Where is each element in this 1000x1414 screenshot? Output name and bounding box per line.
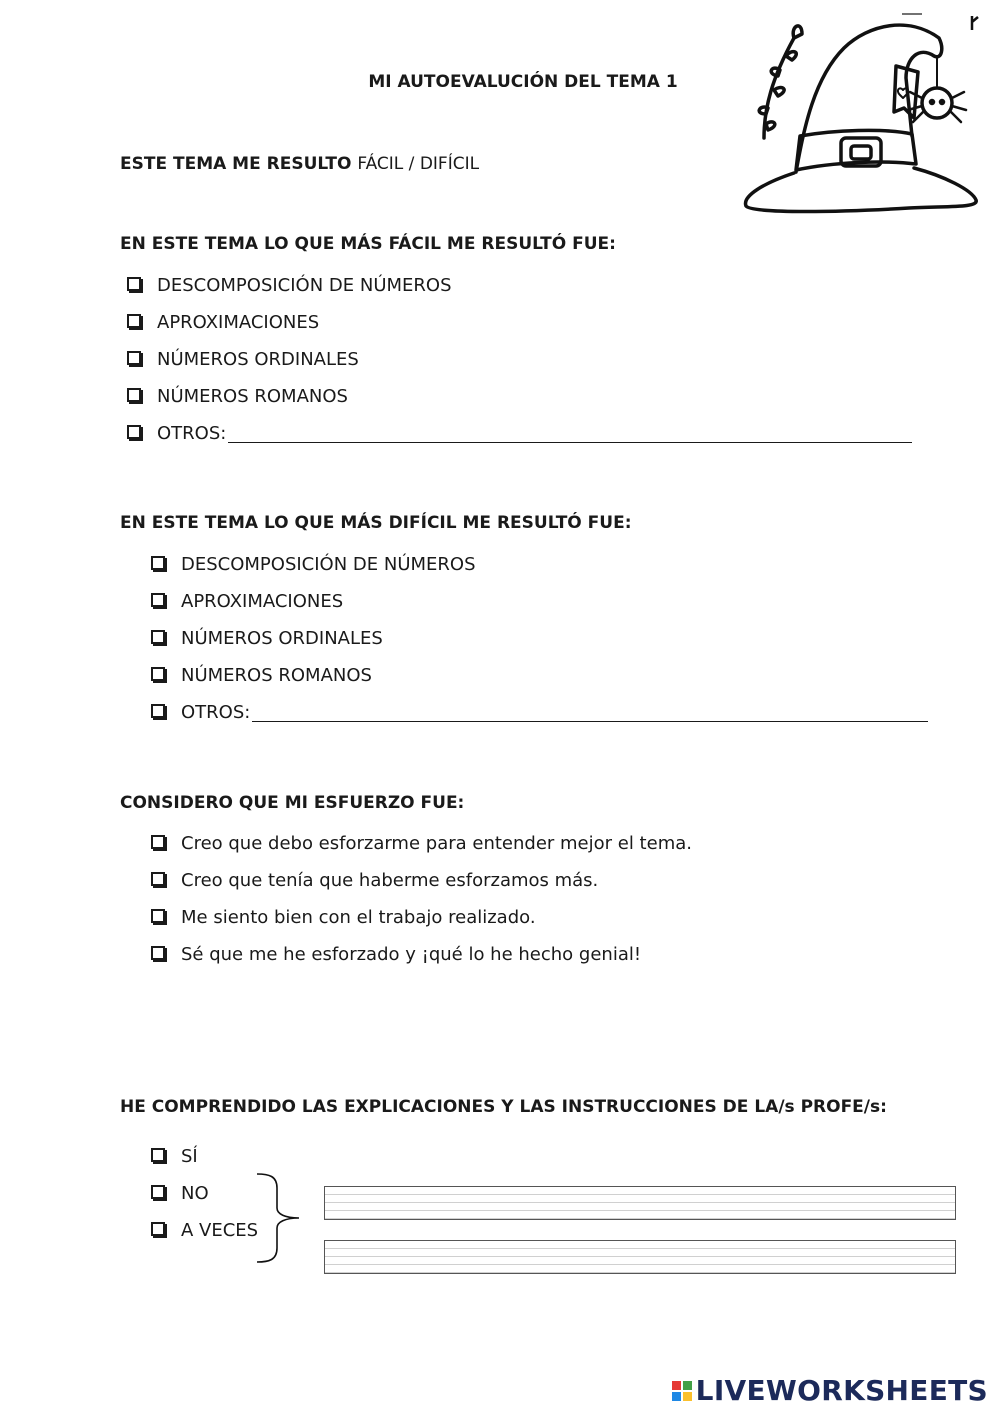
checklist-item[interactable]: NO <box>151 1180 258 1206</box>
checkbox-icon[interactable] <box>127 425 141 439</box>
checkbox-icon[interactable] <box>127 314 141 328</box>
checkbox-icon[interactable] <box>151 872 165 886</box>
hard-section-heading: EN ESTE TEMA LO QUE MÁS DIFÍCIL ME RESULTÓ FUE: <box>120 513 632 533</box>
checkbox-icon[interactable] <box>151 1185 165 1199</box>
checklist-item[interactable]: APROXIMACIONES <box>151 588 928 614</box>
hat-cone <box>796 25 942 172</box>
checkbox-icon[interactable] <box>151 835 165 849</box>
other-answer-line[interactable] <box>228 424 912 443</box>
liveworksheets-logo-icon <box>672 1381 692 1401</box>
checkbox-icon[interactable] <box>127 277 141 291</box>
difficulty-options[interactable]: FÁCIL / DIFÍCIL <box>357 154 480 174</box>
checkbox-icon[interactable] <box>151 630 165 644</box>
checklist-item[interactable]: DESCOMPOSICIÓN DE NÚMEROS <box>151 551 928 577</box>
checklist-item[interactable]: DESCOMPOSICIÓN DE NÚMEROS <box>127 272 912 298</box>
checkbox-icon[interactable] <box>151 593 165 607</box>
difficulty-statement <box>120 154 479 174</box>
checklist-item[interactable]: APROXIMACIONES <box>127 309 912 335</box>
easy-section-heading: EN ESTE TEMA LO QUE MÁS FÁCIL ME RESULTÓ FUE: <box>120 234 616 254</box>
writing-box[interactable] <box>324 1240 956 1274</box>
checklist-item[interactable]: NÚMEROS ORDINALES <box>127 346 912 372</box>
checklist-item[interactable]: Creo que tenía que haberme esforzamos más. <box>151 867 692 893</box>
checklist-item-other[interactable]: OTROS: <box>151 699 928 725</box>
checklist-item-other[interactable]: OTROS: <box>127 420 912 446</box>
effort-section-list <box>151 830 692 967</box>
checklist-item[interactable]: NÚMEROS ORDINALES <box>151 625 928 651</box>
difficulty-label: ESTE TEMA ME RESULTO <box>120 154 352 174</box>
checkbox-icon[interactable] <box>151 556 165 570</box>
checkbox-icon[interactable] <box>151 1222 165 1236</box>
effort-section-heading: CONSIDERO QUE MI ESFUERZO FUE: <box>120 793 465 813</box>
checkbox-icon[interactable] <box>127 351 141 365</box>
writing-box[interactable] <box>324 1186 956 1220</box>
hat-brim <box>746 168 977 212</box>
checkbox-icon[interactable] <box>151 1148 165 1162</box>
checkbox-icon[interactable] <box>127 388 141 402</box>
witch-hat-illustration <box>734 8 996 220</box>
checkbox-icon[interactable] <box>151 946 165 960</box>
checklist-item[interactable]: A VECES <box>151 1217 258 1243</box>
understanding-section-heading: HE COMPRENDIDO LAS EXPLICACIONES Y LAS INSTRUCCIONES DE LA/s PROFE/s: <box>120 1097 887 1117</box>
checklist-item[interactable]: SÍ <box>151 1143 258 1169</box>
liveworksheets-logo[interactable]: LIVEWORKSHEETS <box>672 1374 988 1407</box>
hard-section-list <box>151 551 928 725</box>
understanding-section-list <box>151 1143 258 1243</box>
checklist-item[interactable]: Me siento bien con el trabajo realizado. <box>151 904 692 930</box>
curly-brace <box>255 1170 303 1266</box>
checklist-item[interactable]: NÚMEROS ROMANOS <box>127 383 912 409</box>
checkbox-icon[interactable] <box>151 667 165 681</box>
easy-section-list <box>127 272 912 446</box>
spider-icon <box>922 88 952 118</box>
other-answer-line[interactable] <box>252 703 928 722</box>
page-title: MI AUTOEVALUCIÓN DEL TEMA 1 <box>368 72 678 92</box>
checklist-item[interactable]: NÚMEROS ROMANOS <box>151 662 928 688</box>
checklist-item[interactable]: Sé que me he esforzado y ¡qué lo he hecho genial! <box>151 941 692 967</box>
checkbox-icon[interactable] <box>151 704 165 718</box>
checkbox-icon[interactable] <box>151 909 165 923</box>
checklist-item[interactable]: Creo que debo esforzarme para entender mejor el tema. <box>151 830 692 856</box>
